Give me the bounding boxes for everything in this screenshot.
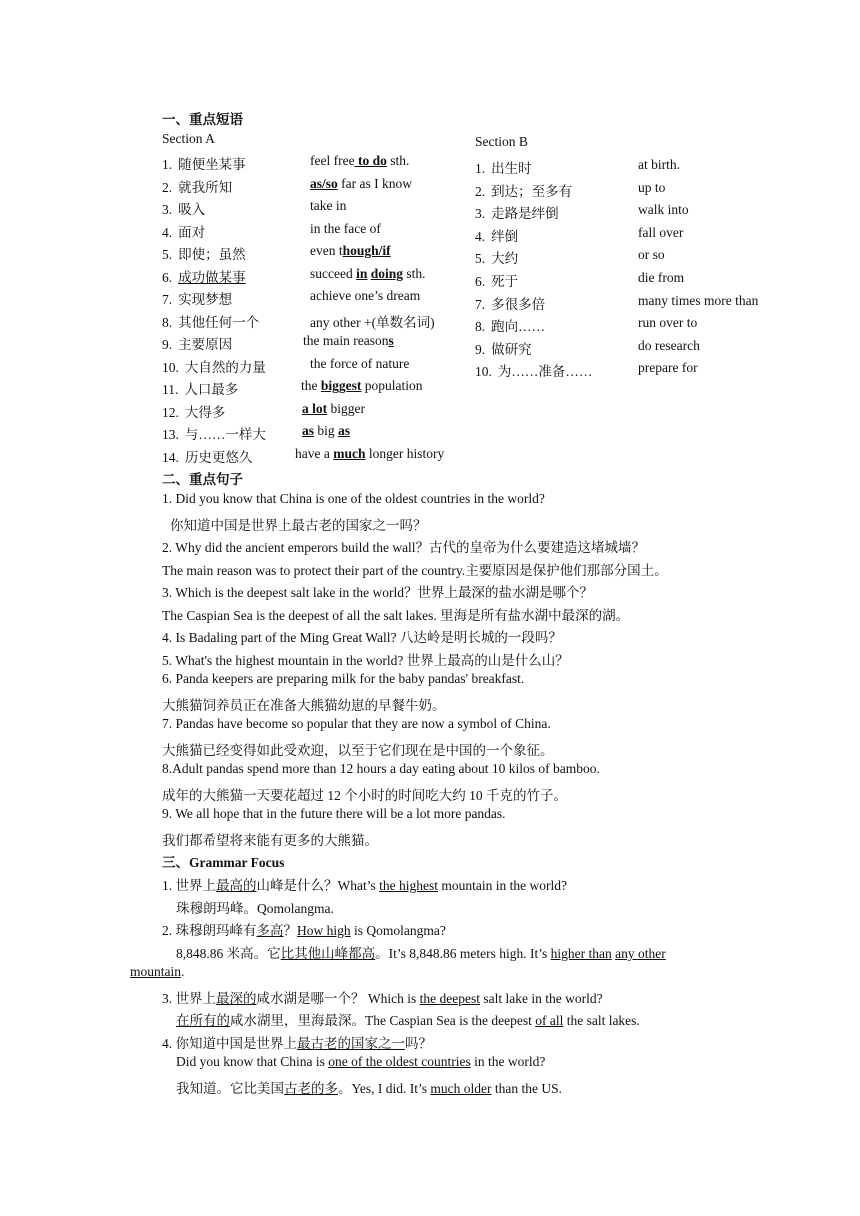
section-b-english: do research [638, 337, 700, 353]
grammar-answer-4: 我知道。它比美国古老的多。Yes, I did. It’s much older than the US. [176, 1081, 562, 1096]
grammar-answer-1: 珠穆朗玛峰。Qomolangma. [176, 901, 334, 916]
item-chinese: 主要原因 [178, 337, 233, 352]
sentence-line: 大熊猫饲养员正在准备大熊猫幼崽的早餐牛奶。 [162, 697, 446, 713]
section-b-english: walk into [638, 202, 689, 218]
item-number: 6. [162, 269, 173, 285]
section-a-english: the force of nature [310, 355, 410, 371]
item-chinese: 大得多 [184, 404, 226, 420]
section-b-item: 9. 做研究 [475, 341, 532, 357]
grammar-line-4: 4. 你知道中国是世界上最古老的国家之一吗？ [162, 1036, 432, 1051]
grammar-line-3: 3. 世界上最深的咸水湖是哪一个？ Which is the deepest salt lake in the world? [162, 991, 603, 1006]
item-number: 11. [162, 382, 179, 397]
sentence-line: 6. Panda keepers are preparing milk for the baby pandas' breakfast. [162, 671, 525, 686]
section-b-item: 1. 出生时 [475, 161, 532, 176]
item-number: 12. [162, 404, 179, 420]
section-a-english: achieve one’s dream [310, 288, 421, 303]
section-a-english: the main reasons [303, 333, 394, 348]
item-number: 8. [162, 314, 173, 330]
section-a-item [162, 266, 246, 286]
section-b-english: many times more than [638, 292, 759, 308]
section-a-title: Section A [162, 131, 215, 146]
grammar-answer-3: 在所有的咸水湖里，里海最深。The Caspian Sea is the deepest of all the salt lakes. [176, 1013, 640, 1028]
section-a-item [162, 333, 232, 353]
section-b-item: 10. 为……准备…… [475, 364, 593, 380]
item-number: 9. [162, 337, 173, 352]
sentence-line: 9. We all hope that in the future there will be a lot more pandas. [162, 806, 506, 821]
section-a-item [162, 243, 246, 263]
item-chinese: 人口最多 [184, 382, 239, 397]
grammar-answer-2: 8,848.86 米高。它比其他山峰都高。It’s 8,848.86 meters high. It’s higher than any other [176, 946, 666, 961]
item-number: 10. [162, 359, 179, 375]
sentence-line: 5. What's the highest mountain in the world? 世界上最高的山是什么山？ [162, 652, 569, 668]
section-a-english: feel free to do sth. [310, 153, 410, 168]
section-b-english: or so [638, 247, 665, 263]
section-b-english: fall over [638, 224, 684, 240]
item-number: 3. [162, 202, 173, 217]
section-a-item [162, 153, 246, 173]
item-number: 14. [162, 449, 179, 465]
item-chinese: 与……一样大 [184, 427, 266, 442]
section-a-english: in the face of [310, 220, 381, 236]
section-b-item: 2. 到达；至多有 [475, 183, 573, 199]
section-b-item: 5. 大约 [475, 251, 519, 267]
item-number: 2. [162, 179, 173, 195]
item-chinese: 面对 [178, 224, 206, 240]
item-number: 5. [162, 247, 173, 262]
sentence-line: The Caspian Sea is the deepest of all the salt lakes. 里海是所有盐水湖中最深的湖。 [162, 607, 630, 623]
grammar-answer-2-cont: mountain. [130, 964, 185, 979]
section-a-english: succeed in doing sth. [310, 265, 426, 281]
sentence-line: 大熊猫已经变得如此受欢迎，以至于它们现在是中国的一个象征。 [162, 742, 554, 758]
section-b-item: 4. 绊倒 [475, 228, 519, 244]
sentence-line: 7. Pandas have become so popular that they are now a symbol of China. [162, 716, 551, 731]
item-chinese: 成功做某事 [178, 269, 246, 285]
section-a-item [162, 288, 232, 308]
section-b-item: 6. 死于 [475, 274, 519, 289]
section-a-english: the biggest population [301, 378, 423, 393]
item-chinese: 实现梦想 [178, 292, 233, 307]
item-chinese: 大自然的力量 [184, 359, 266, 375]
section-a-item [162, 176, 232, 196]
section-b-english: at birth. [638, 157, 680, 172]
section-a-item [162, 446, 252, 466]
item-chinese: 随便坐某事 [178, 157, 246, 172]
item-chinese: 即使；虽然 [178, 247, 246, 262]
section-a-item [162, 311, 259, 331]
item-chinese: 历史更悠久 [184, 449, 253, 465]
sentence-line: 1. Did you know that China is one of the oldest countries in the world? [162, 491, 545, 506]
section-b-title: Section B [475, 134, 528, 149]
sentence-line: 8.Adult pandas spend more than 12 hours a day eating about 10 kilos of bamboo. [162, 761, 600, 776]
section-a-item [162, 356, 266, 376]
section-a-english: a lot bigger [302, 400, 365, 416]
section-b-item: 8. 跑向…… [475, 319, 546, 335]
section-a-item [162, 198, 205, 218]
heading-key-sentences: 二、重点句子 [162, 472, 243, 487]
section-a-item [162, 423, 266, 443]
section-b-english: up to [638, 179, 666, 195]
section-a-item [162, 401, 225, 421]
item-number: 13. [162, 427, 179, 442]
item-number: 7. [162, 292, 173, 307]
heading-key-phrases: 一、重点短语 [162, 112, 243, 127]
grammar-line-4-en: Did you know that China is one of the oldest countries in the world? [176, 1054, 546, 1069]
section-b-item: 3. 走路是绊倒 [475, 206, 559, 222]
sentence-line: 我们都希望将来能有更多的大熊猫。 [162, 832, 378, 848]
item-chinese: 就我所知 [178, 179, 233, 195]
sentence-line: The main reason was to protect their part of the country.主要原因是保护他们那部分国土。 [162, 562, 668, 578]
section-a-english: take in [310, 198, 347, 213]
heading-grammar-focus: 三、Grammar Focus [162, 855, 285, 870]
section-a-item [162, 221, 205, 241]
sentence-line: 成年的大熊猫一天要花超过 12 个小时的时间吃大约 10 千克的竹子。 [162, 787, 567, 803]
sentence-line: 4. Is Badaling part of the Ming Great Wall? 八达岭是明长城的一段吗？ [162, 630, 562, 645]
grammar-line-1: 1. 世界上最高的山峰是什么？What’s the highest mountain in the world? [162, 878, 567, 893]
section-b-item: 7. 多很多倍 [475, 296, 546, 312]
section-b-english: prepare for [638, 360, 698, 376]
sentence-line: 2. Why did the ancient emperors build the wall？古代的皇帝为什么要建造这堵城墙？ [162, 540, 646, 555]
sentence-line: 3. Which is the deepest salt lake in the world？世界上最深的盐水湖是哪个？ [162, 585, 593, 600]
sentence-line: 你知道中国是世界上最古老的国家之一吗？ [170, 517, 427, 533]
section-b-english: die from [638, 270, 685, 285]
item-number: 1. [162, 157, 173, 172]
item-number: 4. [162, 224, 173, 240]
section-a-english: even though/if [310, 243, 391, 258]
grammar-line-2: 2. 珠穆朗玛峰有多高？How high is Qomolangma? [162, 923, 446, 938]
section-a-english: have a much longer history [295, 445, 445, 461]
item-chinese: 吸入 [178, 202, 206, 217]
section-a-item [162, 378, 238, 398]
section-a-english: any other +(单数名词) [310, 314, 435, 330]
section-b-english: run over to [638, 315, 698, 331]
item-chinese: 其他任何一个 [178, 314, 260, 330]
section-a-english: as/so far as I know [310, 175, 412, 191]
section-a-english: as big as [302, 423, 351, 438]
